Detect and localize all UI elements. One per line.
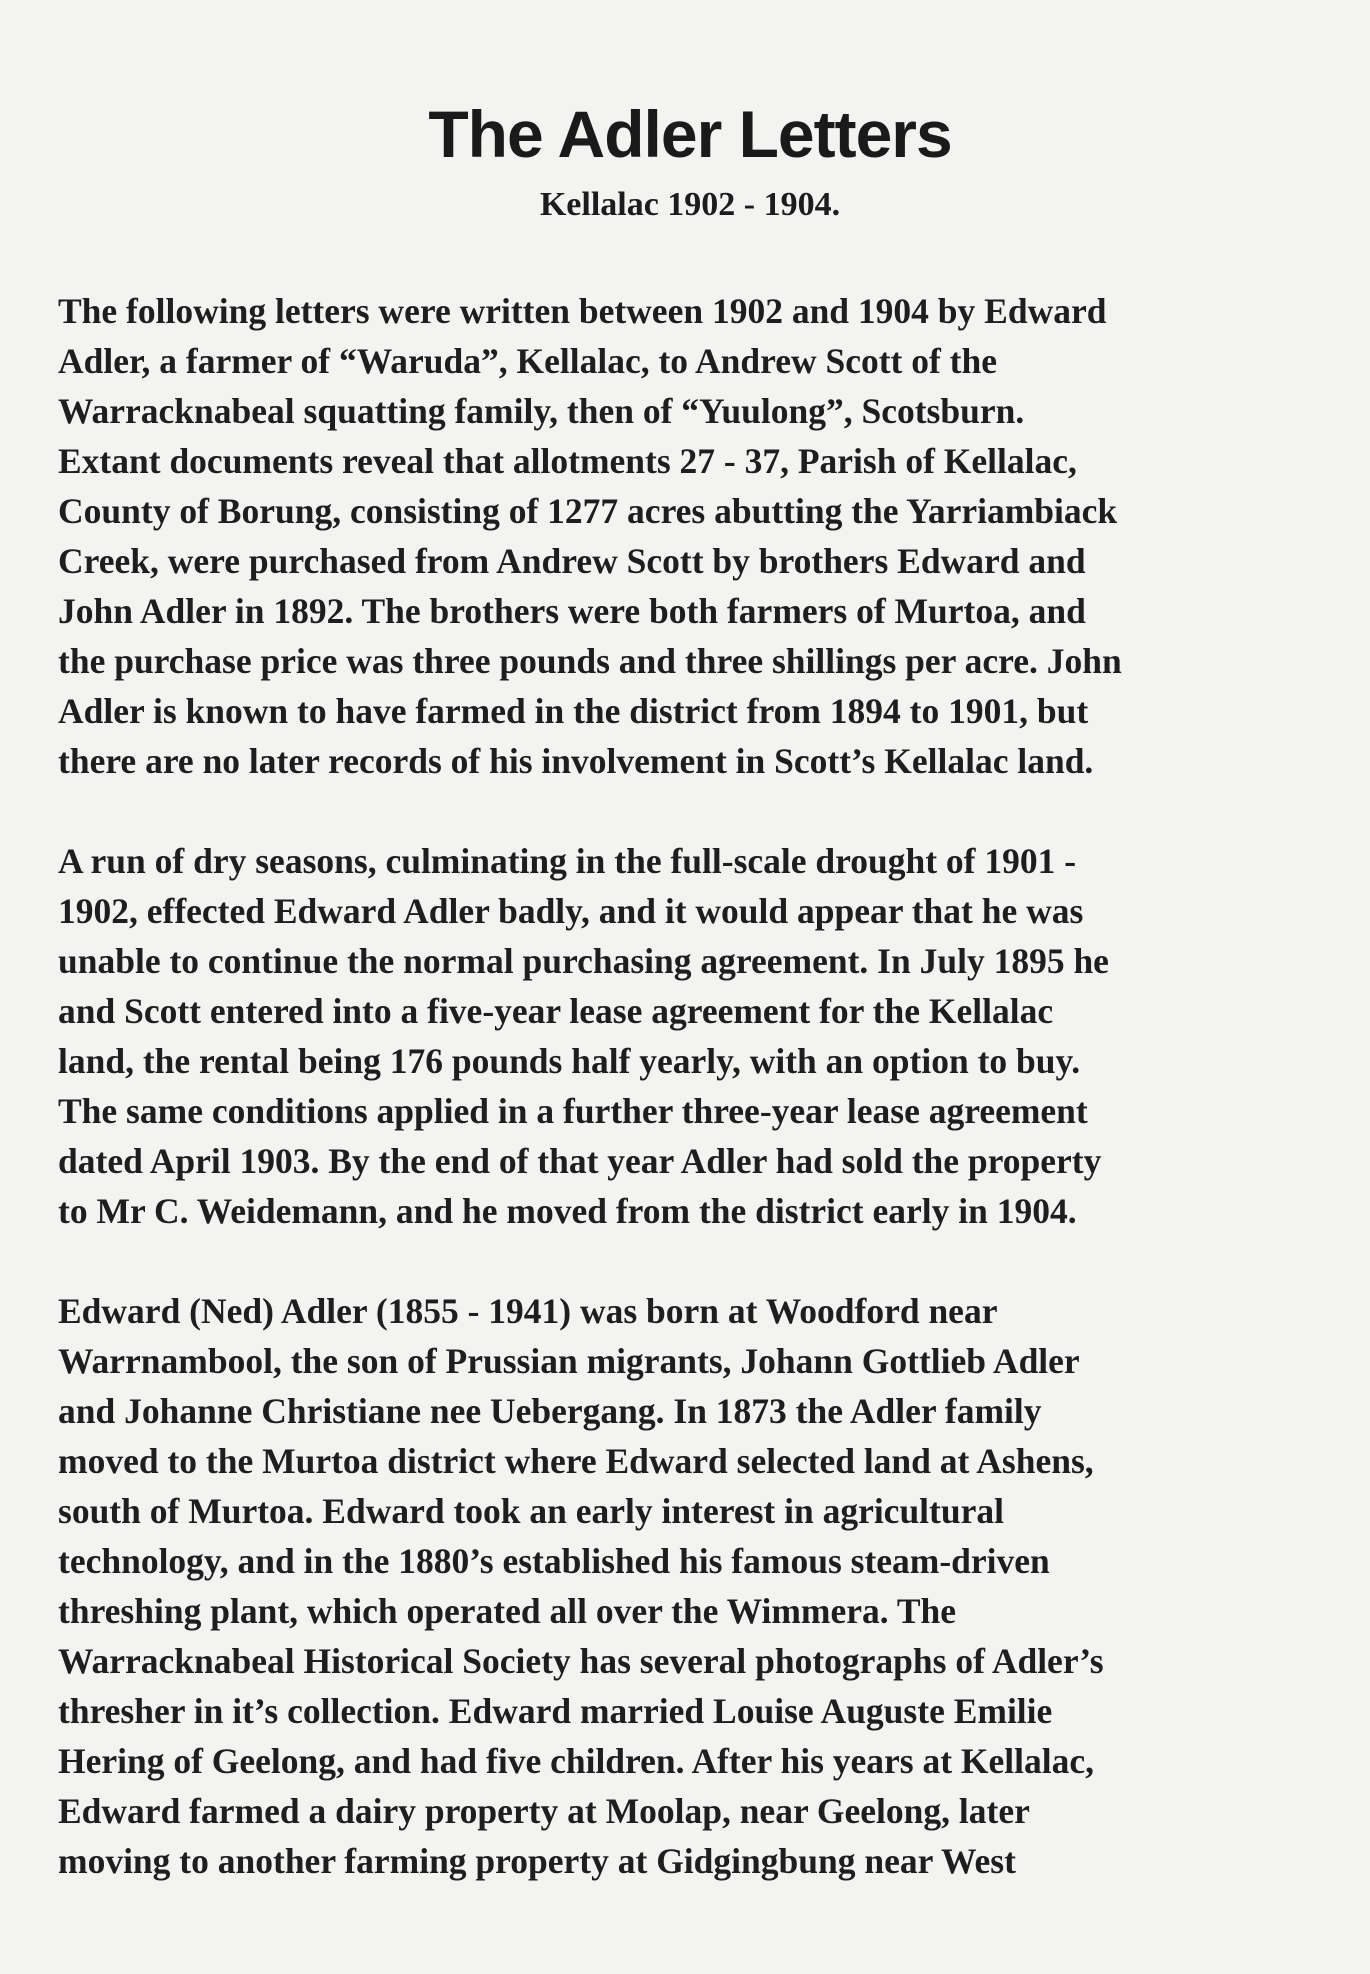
text-line: dated April 1903. By the end of that year Adler had sold the property bbox=[58, 1141, 1102, 1181]
text-line: The following letters were written between 1902 and 1904 by Edward bbox=[58, 291, 1107, 331]
text-line: Edward farmed a dairy property at Moolap, near Geelong, later bbox=[58, 1791, 1030, 1831]
paragraph-1 bbox=[58, 286, 1348, 786]
text-line: A run of dry seasons, culminating in the full-scale drought of 1901 - bbox=[58, 841, 1077, 881]
text-line: and Johanne Christiane nee Uebergang. In 1873 the Adler family bbox=[58, 1391, 1042, 1431]
text-line: Warrnambool, the son of Prussian migrants, Johann Gottlieb Adler bbox=[58, 1341, 1080, 1381]
text-line: technology, and in the 1880’s established his famous steam-driven bbox=[58, 1541, 1050, 1581]
text-line: Warracknabeal Historical Society has several photographs of Adler’s bbox=[58, 1641, 1104, 1681]
text-line: Extant documents reveal that allotments 27 - 37, Parish of Kellalac, bbox=[58, 441, 1077, 481]
text-line: moving to another farming property at Gidgingbung near West bbox=[58, 1841, 1016, 1881]
text-line: County of Borung, consisting of 1277 acres abutting the Yarriambiack bbox=[58, 491, 1118, 531]
text-line: land, the rental being 176 pounds half yearly, with an option to buy. bbox=[58, 1041, 1081, 1081]
paragraph-2 bbox=[58, 836, 1348, 1236]
text-line: Creek, were purchased from Andrew Scott by brothers Edward and bbox=[58, 541, 1086, 581]
paragraph-3 bbox=[58, 1286, 1348, 1886]
text-line: Adler, a farmer of “Waruda”, Kellalac, to Andrew Scott of the bbox=[58, 341, 997, 381]
text-line: moved to the Murtoa district where Edward selected land at Ashens, bbox=[58, 1441, 1094, 1481]
document-body bbox=[58, 286, 1348, 1936]
text-line: Warracknabeal squatting family, then of “Yuulong”, Scotsburn. bbox=[58, 391, 1025, 431]
text-line: Edward (Ned) Adler (1855 - 1941) was born at Woodford near bbox=[58, 1291, 998, 1331]
text-line: and Scott entered into a five-year lease agreement for the Kellalac bbox=[58, 991, 1054, 1031]
document-title: The Adler Letters bbox=[428, 97, 952, 171]
text-line: the purchase price was three pounds and three shillings per acre. John bbox=[58, 641, 1122, 681]
text-line: there are no later records of his involvement in Scott’s Kellalac land. bbox=[58, 741, 1094, 781]
text-line: Hering of Geelong, and had five children. After his years at Kellalac, bbox=[58, 1741, 1095, 1781]
text-line: John Adler in 1892. The brothers were both farmers of Murtoa, and bbox=[58, 591, 1086, 631]
text-line: The same conditions applied in a further three-year lease agreement bbox=[58, 1091, 1088, 1131]
text-line: 1902, effected Edward Adler badly, and it would appear that he was bbox=[58, 891, 1084, 931]
text-line: unable to continue the normal purchasing agreement. In July 1895 he bbox=[58, 941, 1109, 981]
text-line: to Mr C. Weidemann, and he moved from the district early in 1904. bbox=[58, 1191, 1077, 1231]
text-line: Adler is known to have farmed in the district from 1894 to 1901, but bbox=[58, 691, 1089, 731]
text-line: thresher in it’s collection. Edward married Louise Auguste Emilie bbox=[58, 1691, 1053, 1731]
document-subtitle: Kellalac 1902 - 1904. bbox=[539, 186, 841, 223]
text-line: threshing plant, which operated all over the Wimmera. The bbox=[58, 1591, 957, 1631]
text-line: south of Murtoa. Edward took an early interest in agricultural bbox=[58, 1491, 1004, 1531]
